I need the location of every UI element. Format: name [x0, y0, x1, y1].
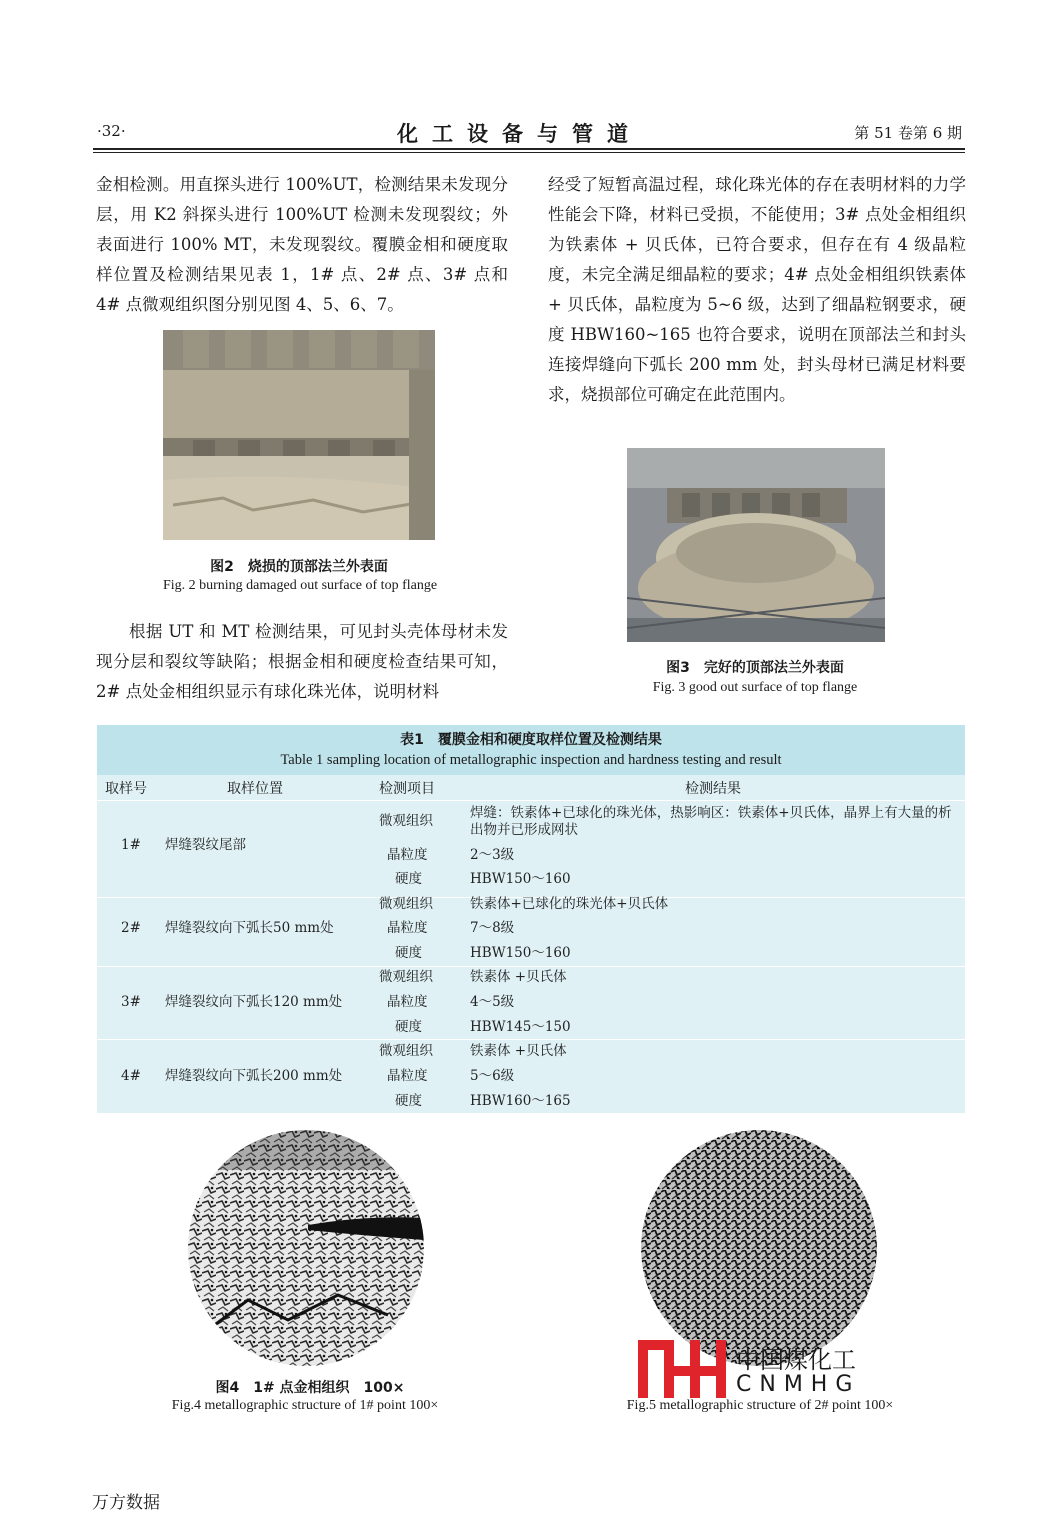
body-paragraph-right: 经受了短暂高温过程，球化珠光体的存在表明材料的力学性能会下降，材料已受损，不能使用；3# 点处金相组织为铁素体 + 贝氏体，已符合要求，但存在有 4 级晶粒度，未完全满足细晶粒的要求；4# 点处金相组织铁素体 + 贝氏体，晶粒度为 5~6 级，达到了细晶粒钢要求，硬度 HBW160~165 也符合要求，说明在顶部法兰和封头连接焊缝向下弧长 200 mm 处，封头母材已满足材料要求，烧损部位可确定在此范围内。: [548, 175, 966, 404]
table-cell-id: 3#: [121, 994, 141, 1010]
table-cell-result: 铁素体 +贝氏体: [470, 969, 567, 985]
table-cell-result: HBW145～150: [470, 1019, 571, 1035]
table-header-location: 取样位置: [227, 781, 283, 797]
body-paragraph-left-top: 金相检测。用直探头进行 100%UT，检测结果未发现分层，用 K2 斜探头进行 100%UT 检测未发现裂纹；外表面进行 100% MT，未发现裂纹。覆膜金相和硬度取样位置及检测结果见表 1，1# 点、2# 点、3# 点和 4# 点微观组织图分别见图 4、5、6、7。: [96, 175, 508, 314]
fig2-caption-en: Fig. 2 burning damaged out surface of top flange: [162, 578, 438, 593]
table-cell-result: 2～3级: [470, 847, 515, 863]
table-cell-result: 5～6级: [470, 1068, 515, 1084]
issue-label: 第 51 卷第 6 期: [854, 124, 962, 142]
table-cell-result: 焊缝：铁素体+已球化的珠光体，热影响区：铁素体+贝氏体，晶界上有大量的析出物并已形成网状: [470, 805, 952, 838]
header-rule-thin: [93, 152, 965, 153]
table-cell-item: 晶粒度: [387, 847, 428, 863]
journal-title: 化工设备与管道: [397, 122, 642, 146]
table-cell-item: 晶粒度: [387, 920, 428, 936]
table-header-rule: [97, 800, 965, 801]
table-cell-result: 铁素体 +贝氏体: [470, 1043, 567, 1059]
table-cell-item: 硬度: [395, 1019, 422, 1035]
table-title-en: Table 1 sampling location of metallographic inspection and hardness testing and result: [280, 752, 782, 768]
table-cell-location: 焊缝裂纹向下弧长50 mm处: [165, 920, 334, 936]
fig4-caption-cn: 图4 1# 点金相组织 100×: [215, 1380, 405, 1396]
fig5-caption-en: Fig.5 metallographic structure of 2# point 100×: [626, 1398, 894, 1413]
page-number: ·32·: [97, 122, 126, 140]
table-row-rule: [97, 966, 965, 967]
table-cell-item: 硬度: [395, 871, 422, 887]
table-cell-id: 4#: [121, 1068, 141, 1084]
cnmhg-logo: [638, 1338, 868, 1400]
logo-text-en: CNMHG: [736, 1372, 861, 1397]
fig2-photo: [163, 330, 435, 540]
fig3-caption-cn: 图3 完好的顶部法兰外表面: [666, 660, 844, 676]
table-cell-result: 7～8级: [470, 920, 515, 936]
table-cell-item: 微观组织: [379, 969, 433, 985]
fig2-caption-cn: 图2 烧损的顶部法兰外表面: [210, 559, 388, 575]
table-cell-result: HBW150～160: [470, 871, 571, 887]
fig5-micrograph: [641, 1130, 877, 1366]
table-cell-result: HBW160～165: [470, 1093, 571, 1109]
table-1: [97, 725, 965, 1113]
table-cell-id: 2#: [121, 920, 141, 936]
header-rule: [93, 148, 965, 150]
table-header-result: 检测结果: [685, 781, 741, 797]
logo-text-cn: 中国煤化工: [736, 1346, 856, 1374]
table-row-rule: [97, 1039, 965, 1040]
table-cell-location: 焊缝裂纹向下弧长120 mm处: [165, 994, 343, 1010]
fig3-photo: [627, 448, 885, 642]
table-cell-item: 硬度: [395, 945, 422, 961]
table-cell-item: 微观组织: [379, 896, 433, 912]
fig4-caption-en: Fig.4 metallographic structure of 1# point 100×: [171, 1398, 439, 1413]
table-header-id: 取样号: [105, 781, 147, 797]
table-cell-item: 硬度: [395, 1093, 422, 1109]
table-cell-item: 微观组织: [379, 813, 433, 829]
table-cell-result: 铁素体+已球化的珠光体+贝氏体: [470, 896, 669, 912]
table-cell-result: 4～5级: [470, 994, 515, 1010]
fig3-caption-en: Fig. 3 good out surface of top flange: [652, 680, 858, 695]
table-cell-result: HBW150～160: [470, 945, 571, 961]
table-header-item: 检测项目: [379, 781, 435, 797]
table-cell-item: 晶粒度: [387, 1068, 428, 1084]
table-cell-item: 晶粒度: [387, 994, 428, 1010]
body-paragraph-left-bottom: 根据 UT 和 MT 检测结果，可见封头壳体母材未发现分层和裂纹等缺陷；根据金相和硬度检查结果可知，2# 点处金相组织显示有球化珠光体，说明材料: [96, 622, 508, 701]
table-title-cn: 表1 覆膜金相和硬度取样位置及检测结果: [400, 732, 662, 748]
fig4-micrograph: [188, 1130, 424, 1366]
table-cell-location: 焊缝裂纹尾部: [165, 837, 246, 853]
table-cell-id: 1#: [121, 837, 141, 853]
table-cell-item: 微观组织: [379, 1043, 433, 1059]
table-cell-location: 焊缝裂纹向下弧长200 mm处: [165, 1068, 343, 1084]
footer-source: 万方数据: [92, 1493, 160, 1513]
